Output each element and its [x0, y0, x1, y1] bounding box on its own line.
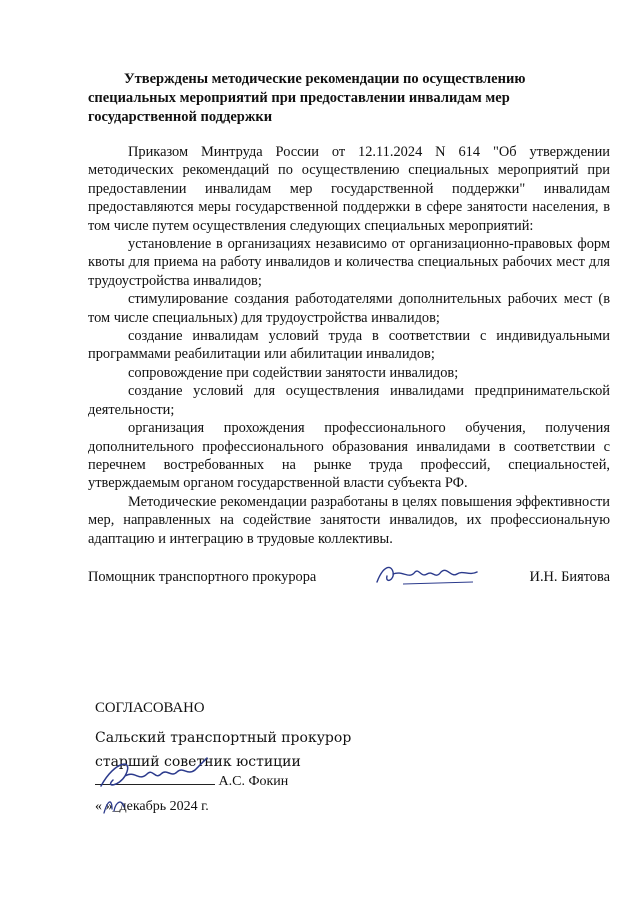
paragraph-recommendations: Методические рекомендации разработаны в целях повышения эффективности мер, направленных на содействие занятости инвалидов, их профессиональную адаптацию и интеграцию в трудовые коллективы.	[88, 493, 610, 547]
document-title	[88, 70, 610, 127]
title-line-1: Утверждены методические рекомендации по осуществлению	[124, 71, 526, 87]
approval-role-line-1: Сальский транспортный прокурор	[95, 730, 352, 746]
title-line-3: государственной поддержки	[88, 109, 273, 125]
paragraph-training: организация прохождения профессионального обучения, получения дополнительного профессионального образования инвалидами в соответствии с перечнем востребованных на рынке труда профессий, специальностей, утверждаемым органом государственной власти субъекта РФ.	[88, 420, 610, 492]
signature-block	[88, 569, 610, 593]
signer-name: И.Н. Биятова	[529, 569, 610, 585]
approval-signature-icon	[95, 756, 225, 796]
title-line-2: специальных мероприятий при предоставлении инвалидам мер	[88, 90, 510, 106]
paragraph-conditions: создание инвалидам условий труда в соответствии с индивидуальными программами реабилитации или абилитации инвалидов;	[88, 328, 610, 363]
approval-role-line-2: старший советник юстиции	[95, 754, 301, 770]
date-handwriting-icon	[100, 795, 130, 817]
paragraph-support: сопровождение при содействии занятости инвалидов;	[128, 364, 459, 381]
paragraph-stimulation: стимулирование создания работодателями дополнительных рабочих мест (в том числе специальных) для трудоустройства инвалидов;	[88, 291, 610, 326]
paragraph-order: Приказом Минтруда России от 12.11.2024 N 614 "Об утверждении методических рекомендаций по осуществлению специальных мероприятий при предоставлении инвалидам мер государственной поддержки" инвалидам предоставляются меры государственной поддержки в сфере занятости населения, в том числе путем осуществления следующих специальных мероприятий:	[88, 144, 610, 234]
document-body	[88, 143, 610, 548]
paragraph-entrepreneurship: создание условий для осуществления инвалидами предпринимательской деятельности;	[88, 383, 610, 418]
signer-role: Помощник транспортного прокурора	[88, 569, 317, 585]
handwritten-signature-icon	[373, 560, 483, 590]
approval-name: А.С. Фокин	[218, 774, 289, 789]
paragraph-quota: установление в организациях независимо от организационно-правовых форм квоты для приема на работу инвалидов и количества специальных рабочих мест для трудоустройства инвалидов;	[88, 236, 610, 289]
approval-date: « »_декабрь 2024 г.	[95, 799, 209, 814]
approval-heading: СОГЛАСОВАНО	[95, 700, 205, 716]
